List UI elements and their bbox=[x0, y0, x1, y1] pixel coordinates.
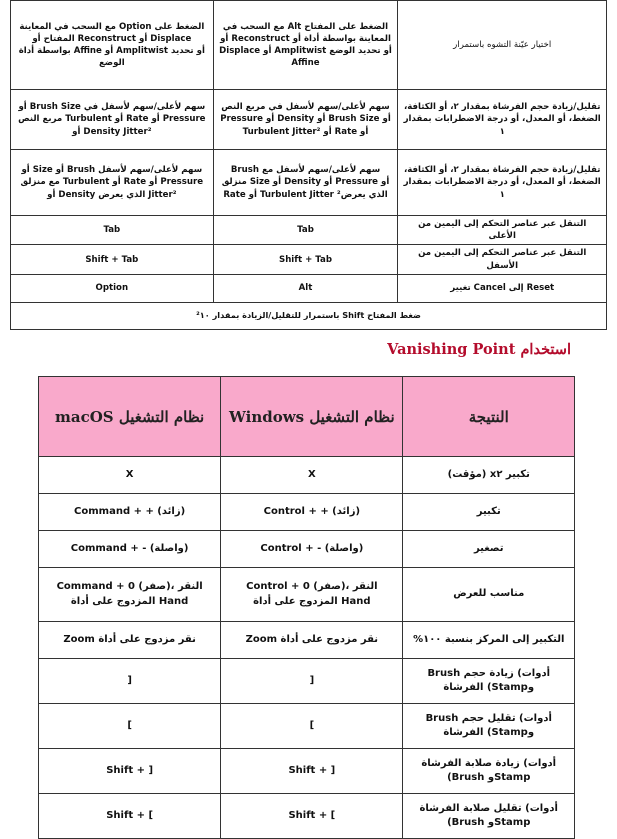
mac-cell: Shift + [ bbox=[39, 794, 221, 839]
mac-cell: [ bbox=[39, 704, 221, 749]
shortcut-table-top bbox=[10, 0, 607, 330]
mac-cell: Command + 0 (صفر)، النقر المزدوج على أداة Hand bbox=[39, 568, 221, 622]
table-row bbox=[39, 749, 575, 794]
windows-cell: مع السحب في Alt الضغط على المفتاح أو Reconstruct المعاينة بواسطة أداة أو Displace أو Amplitwist أو تحديد الوضع Affine bbox=[213, 1, 398, 90]
result-cell: أدوات) تقليل صلابة الفرشاة (Brush وStamp bbox=[403, 794, 575, 839]
mac-cell: أو Brush Size سهم لأعلى/سهم لأسفل في مربع النص Turbulent أو Rate أو Pressure أو Density Jitter² bbox=[11, 90, 214, 150]
windows-cell: [ bbox=[221, 704, 403, 749]
footnote: ²باستمرار للتقليل/الزيادة بمقدار ١٠ Shift ضغط المفتاح bbox=[11, 302, 607, 329]
table-row bbox=[11, 90, 607, 150]
windows-cell: ] bbox=[221, 659, 403, 704]
vanishing-point-shortcut-table bbox=[38, 376, 575, 839]
mac-cell: Tab bbox=[11, 216, 214, 245]
result-cell: تقليل/زيادة حجم الفرشاة بمقدار ٢، أو الكثافة، الضغط، أو المعدل، أو درجة الاضطرابات بمقدار ١ bbox=[398, 90, 607, 150]
mac-cell: Command + - (واصلة) bbox=[39, 531, 221, 568]
table-row bbox=[39, 457, 575, 494]
table-row bbox=[39, 794, 575, 839]
windows-cell: Control + 0 (صفر)، النقر المزدوج على أداة Hand bbox=[221, 568, 403, 622]
mac-cell: Shift + ] bbox=[39, 749, 221, 794]
table-row bbox=[39, 568, 575, 622]
windows-cell: Zoom نقر مزدوج على أداة bbox=[221, 622, 403, 659]
windows-cell: Control + - (واصلة) bbox=[221, 531, 403, 568]
mac-cell: مع السحب في المعاينة Option الضغط على المفتاح أو Reconstruct أو Displace بواسطة أداة Affine أو Amplitwist أو تحديد الوضع bbox=[11, 1, 214, 90]
table-row bbox=[11, 150, 607, 216]
mac-cell: ] bbox=[39, 659, 221, 704]
windows-cell: Alt bbox=[213, 274, 398, 302]
result-cell: (مؤقت) xتكبير ٢ bbox=[403, 457, 575, 494]
table-row bbox=[39, 494, 575, 531]
mac-cell: Command + + (زائد) bbox=[39, 494, 221, 531]
table-row bbox=[11, 1, 607, 90]
mac-cell: X bbox=[39, 457, 221, 494]
table-row bbox=[39, 531, 575, 568]
result-cell: التنقل عبر عناصر التحكم إلى اليمين من الأسفل bbox=[398, 245, 607, 274]
windows-cell: Shift + [ bbox=[221, 794, 403, 839]
mac-cell: أو Size أو Brush سهم لأعلى/سهم لأسفل مع منزلق Turbulent أو Rate أو Pressure أو Density الذي يعرض Jitter² bbox=[11, 150, 214, 216]
result-cell: %التكبير إلى المركز بنسبة ١٠٠ bbox=[403, 622, 575, 659]
windows-cell: Brush سهم لأعلى/سهم لأسفل مع منزلق Size أو Density أو Pressure أو Rate أو Turbulent Jitter الذي يعرض² bbox=[213, 150, 398, 216]
result-cell: تصغير bbox=[403, 531, 575, 568]
result-cell: تكبير bbox=[403, 494, 575, 531]
result-cell: أدوات) زيادة صلابة الفرشاة (Brush وStamp bbox=[403, 749, 575, 794]
table-row bbox=[11, 216, 607, 245]
windows-cell: Tab bbox=[213, 216, 398, 245]
windows-cell: X bbox=[221, 457, 403, 494]
result-cell: التنقل عبر عناصر التحكم إلى اليمين من الأعلى bbox=[398, 216, 607, 245]
result-column-header: النتيجة bbox=[403, 377, 575, 457]
windows-cell: سهم لأعلى/سهم لأسفل في مربع النص Pressure أو Density أو Brush Size أو Turbulent Jitter² أو Rate أو bbox=[213, 90, 398, 150]
windows-column-header: Windows نظام التشغيل bbox=[221, 377, 403, 457]
table-row bbox=[11, 245, 607, 274]
header-row bbox=[39, 377, 575, 457]
result-cell: اختيار عيّنة التشوه باستمرار bbox=[398, 1, 607, 90]
result-cell: تقليل/زيادة حجم الفرشاة بمقدار ٢، أو الكثافة، الضغط، أو المعدل، أو درجة الاضطرابات بمقدار ١ bbox=[398, 150, 607, 216]
result-cell: مناسب للعرض bbox=[403, 568, 575, 622]
mac-column-header: macOS نظام التشغيل bbox=[39, 377, 221, 457]
table-row bbox=[11, 274, 607, 302]
table-row bbox=[39, 704, 575, 749]
result-cell: Brush أدوات) تقليل حجم الفرشاة (Stampو bbox=[403, 704, 575, 749]
section-title: استخدام Vanishing Point bbox=[387, 341, 571, 358]
windows-cell: Shift + Tab bbox=[213, 245, 398, 274]
footnote-row bbox=[11, 302, 607, 329]
table-row bbox=[39, 659, 575, 704]
table-row bbox=[39, 622, 575, 659]
mac-cell: Option bbox=[11, 274, 214, 302]
windows-cell: Control + + (زائد) bbox=[221, 494, 403, 531]
result-cell: Brush أدوات) زيادة حجم الفرشاة (Stampو bbox=[403, 659, 575, 704]
mac-cell: Zoom نقر مزدوج على أداة bbox=[39, 622, 221, 659]
result-cell: تغيير Cancel إلى Reset bbox=[398, 274, 607, 302]
mac-cell: Shift + Tab bbox=[11, 245, 214, 274]
windows-cell: Shift + ] bbox=[221, 749, 403, 794]
